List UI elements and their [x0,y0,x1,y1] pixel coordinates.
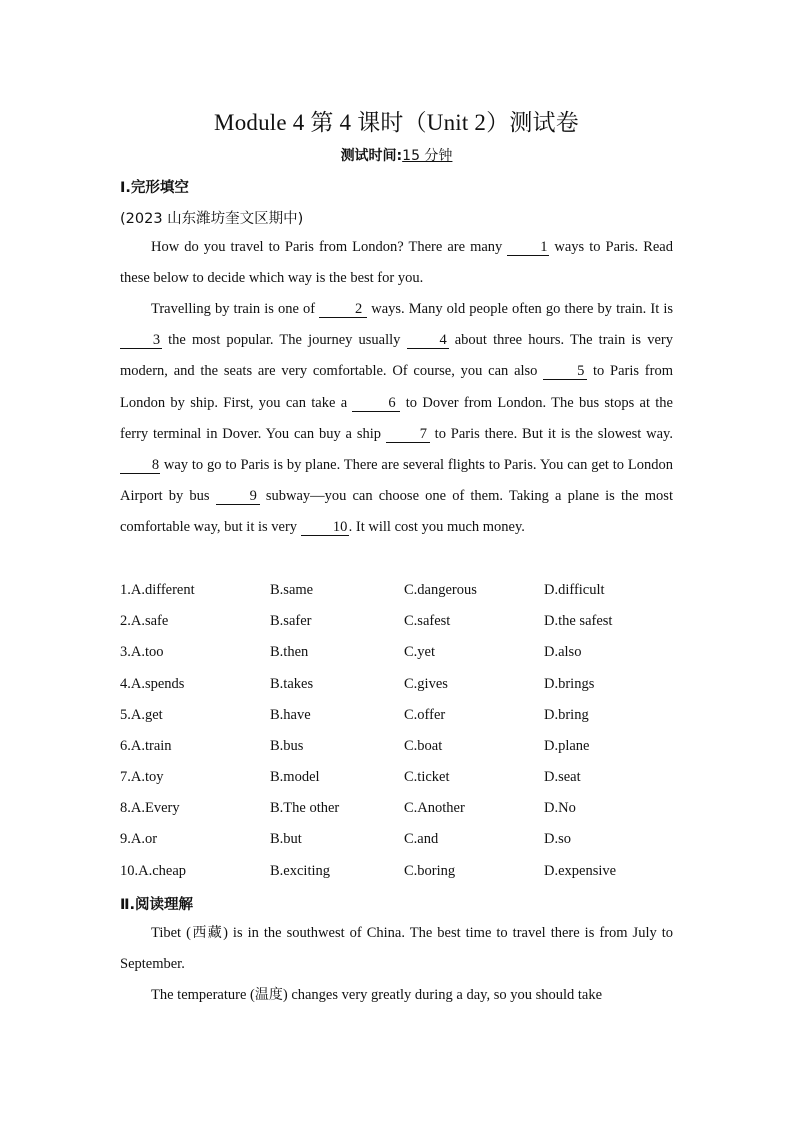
option-b[interactable]: B.but [270,831,302,847]
option-a[interactable]: 3.A.too [120,644,164,660]
option-row [120,613,673,633]
option-row [120,738,673,758]
option-b[interactable]: B.bus [270,738,304,754]
cloze-paragraph-1: How do you travel to Paris from London? There are many 1 ways to Paris. Read these below to decide which way is the best for you. [120,239,673,287]
option-b[interactable]: B.then [270,644,309,660]
option-a[interactable]: 4.A.spends [120,676,185,692]
option-d[interactable]: D.seat [544,769,581,785]
blank-4: 4 [407,332,449,349]
option-d[interactable]: D.plane [544,738,590,754]
test-time-value: 15 分钟 [402,148,453,164]
option-row [120,707,673,727]
blank-7: 7 [386,426,430,443]
page-title: Module 4 第 4 课时（Unit 2）测试卷 [214,110,579,135]
option-a[interactable]: 9.A.or [120,831,158,847]
option-b[interactable]: B.safer [270,613,312,629]
blank-9: 9 [216,488,260,505]
option-d[interactable]: D.bring [544,707,589,723]
option-row [120,831,673,851]
option-d[interactable]: D.also [544,644,582,660]
option-row [120,644,673,664]
blank-10: 10 [301,519,349,536]
test-time-label: 测试时间: [340,148,403,164]
option-row [120,800,673,820]
option-row [120,863,673,883]
option-d[interactable]: D.so [544,831,571,847]
blank-8: 8 [120,457,160,474]
option-a[interactable]: 6.A.train [120,738,172,754]
blank-5: 5 [543,363,587,380]
reading-paragraph-2: The temperature (温度) changes very greatly during a day, so you should take [151,987,603,1003]
option-b[interactable]: B.exciting [270,863,331,879]
section-heading-reading: Ⅱ.阅读理解 [120,897,194,913]
option-b[interactable]: B.have [270,707,311,723]
option-d[interactable]: D.brings [544,676,595,692]
option-b[interactable]: B.same [270,582,314,598]
section-heading-cloze: Ⅰ.完形填空 [120,180,189,196]
option-c[interactable]: C.and [404,831,439,847]
option-c[interactable]: C.Another [404,800,465,816]
option-a[interactable]: 1.A.different [120,582,195,598]
option-c[interactable]: C.ticket [404,769,450,785]
option-b[interactable]: B.takes [270,676,314,692]
option-a[interactable]: 2.A.safe [120,613,169,629]
option-d[interactable]: D.the safest [544,613,613,629]
option-row [120,676,673,696]
option-c[interactable]: C.offer [404,707,446,723]
option-d[interactable]: D.expensive [544,863,617,879]
blank-2: 2 [319,301,367,318]
source-note: (2023 山东潍坊奎文区期中) [120,211,304,227]
option-row [120,582,673,602]
blank-1: 1 [507,239,549,256]
option-c[interactable]: C.dangerous [404,582,477,598]
option-c[interactable]: C.boat [404,738,443,754]
option-a[interactable]: 8.A.Every [120,800,180,816]
option-a[interactable]: 7.A.toy [120,769,164,785]
reading-paragraph-1: Tibet (西藏) is in the southwest of China. The best time to travel there is from July to September. [120,925,674,973]
option-a[interactable]: 5.A.get [120,707,163,723]
option-row [120,769,673,789]
option-a[interactable]: 10.A.cheap [120,863,187,879]
option-d[interactable]: D.No [544,800,576,816]
option-c[interactable]: C.yet [404,644,436,660]
cloze-paragraph-2: Travelling by train is one of 2 ways. Many old people often go there by train. It is 3 the most popular. The journey usually 4 about three hours. The train is very modern, and the seats are very comfortable. Of course, you can also 5 to Paris from London by ship. First, you can take a 6 to Dover from London. The bus stops at the ferry terminal in Dover. You can buy a ship 7 to Paris there. But it is the slowest way. 8 way to go to Paris is by plane. There are several flights to Paris. You can get to London Airport by bus 9 subway—you can choose one of them. Taking a plane is the most comfortable way, but it is very 10. It will cost you much money. [120,301,674,536]
option-c[interactable]: C.gives [404,676,448,692]
blank-6: 6 [352,395,400,412]
test-time [120,145,673,165]
option-b[interactable]: B.The other [270,800,340,816]
option-c[interactable]: C.boring [404,863,456,879]
option-d[interactable]: D.difficult [544,582,605,598]
option-c[interactable]: C.safest [404,613,451,629]
blank-3: 3 [120,332,162,349]
option-b[interactable]: B.model [270,769,320,785]
